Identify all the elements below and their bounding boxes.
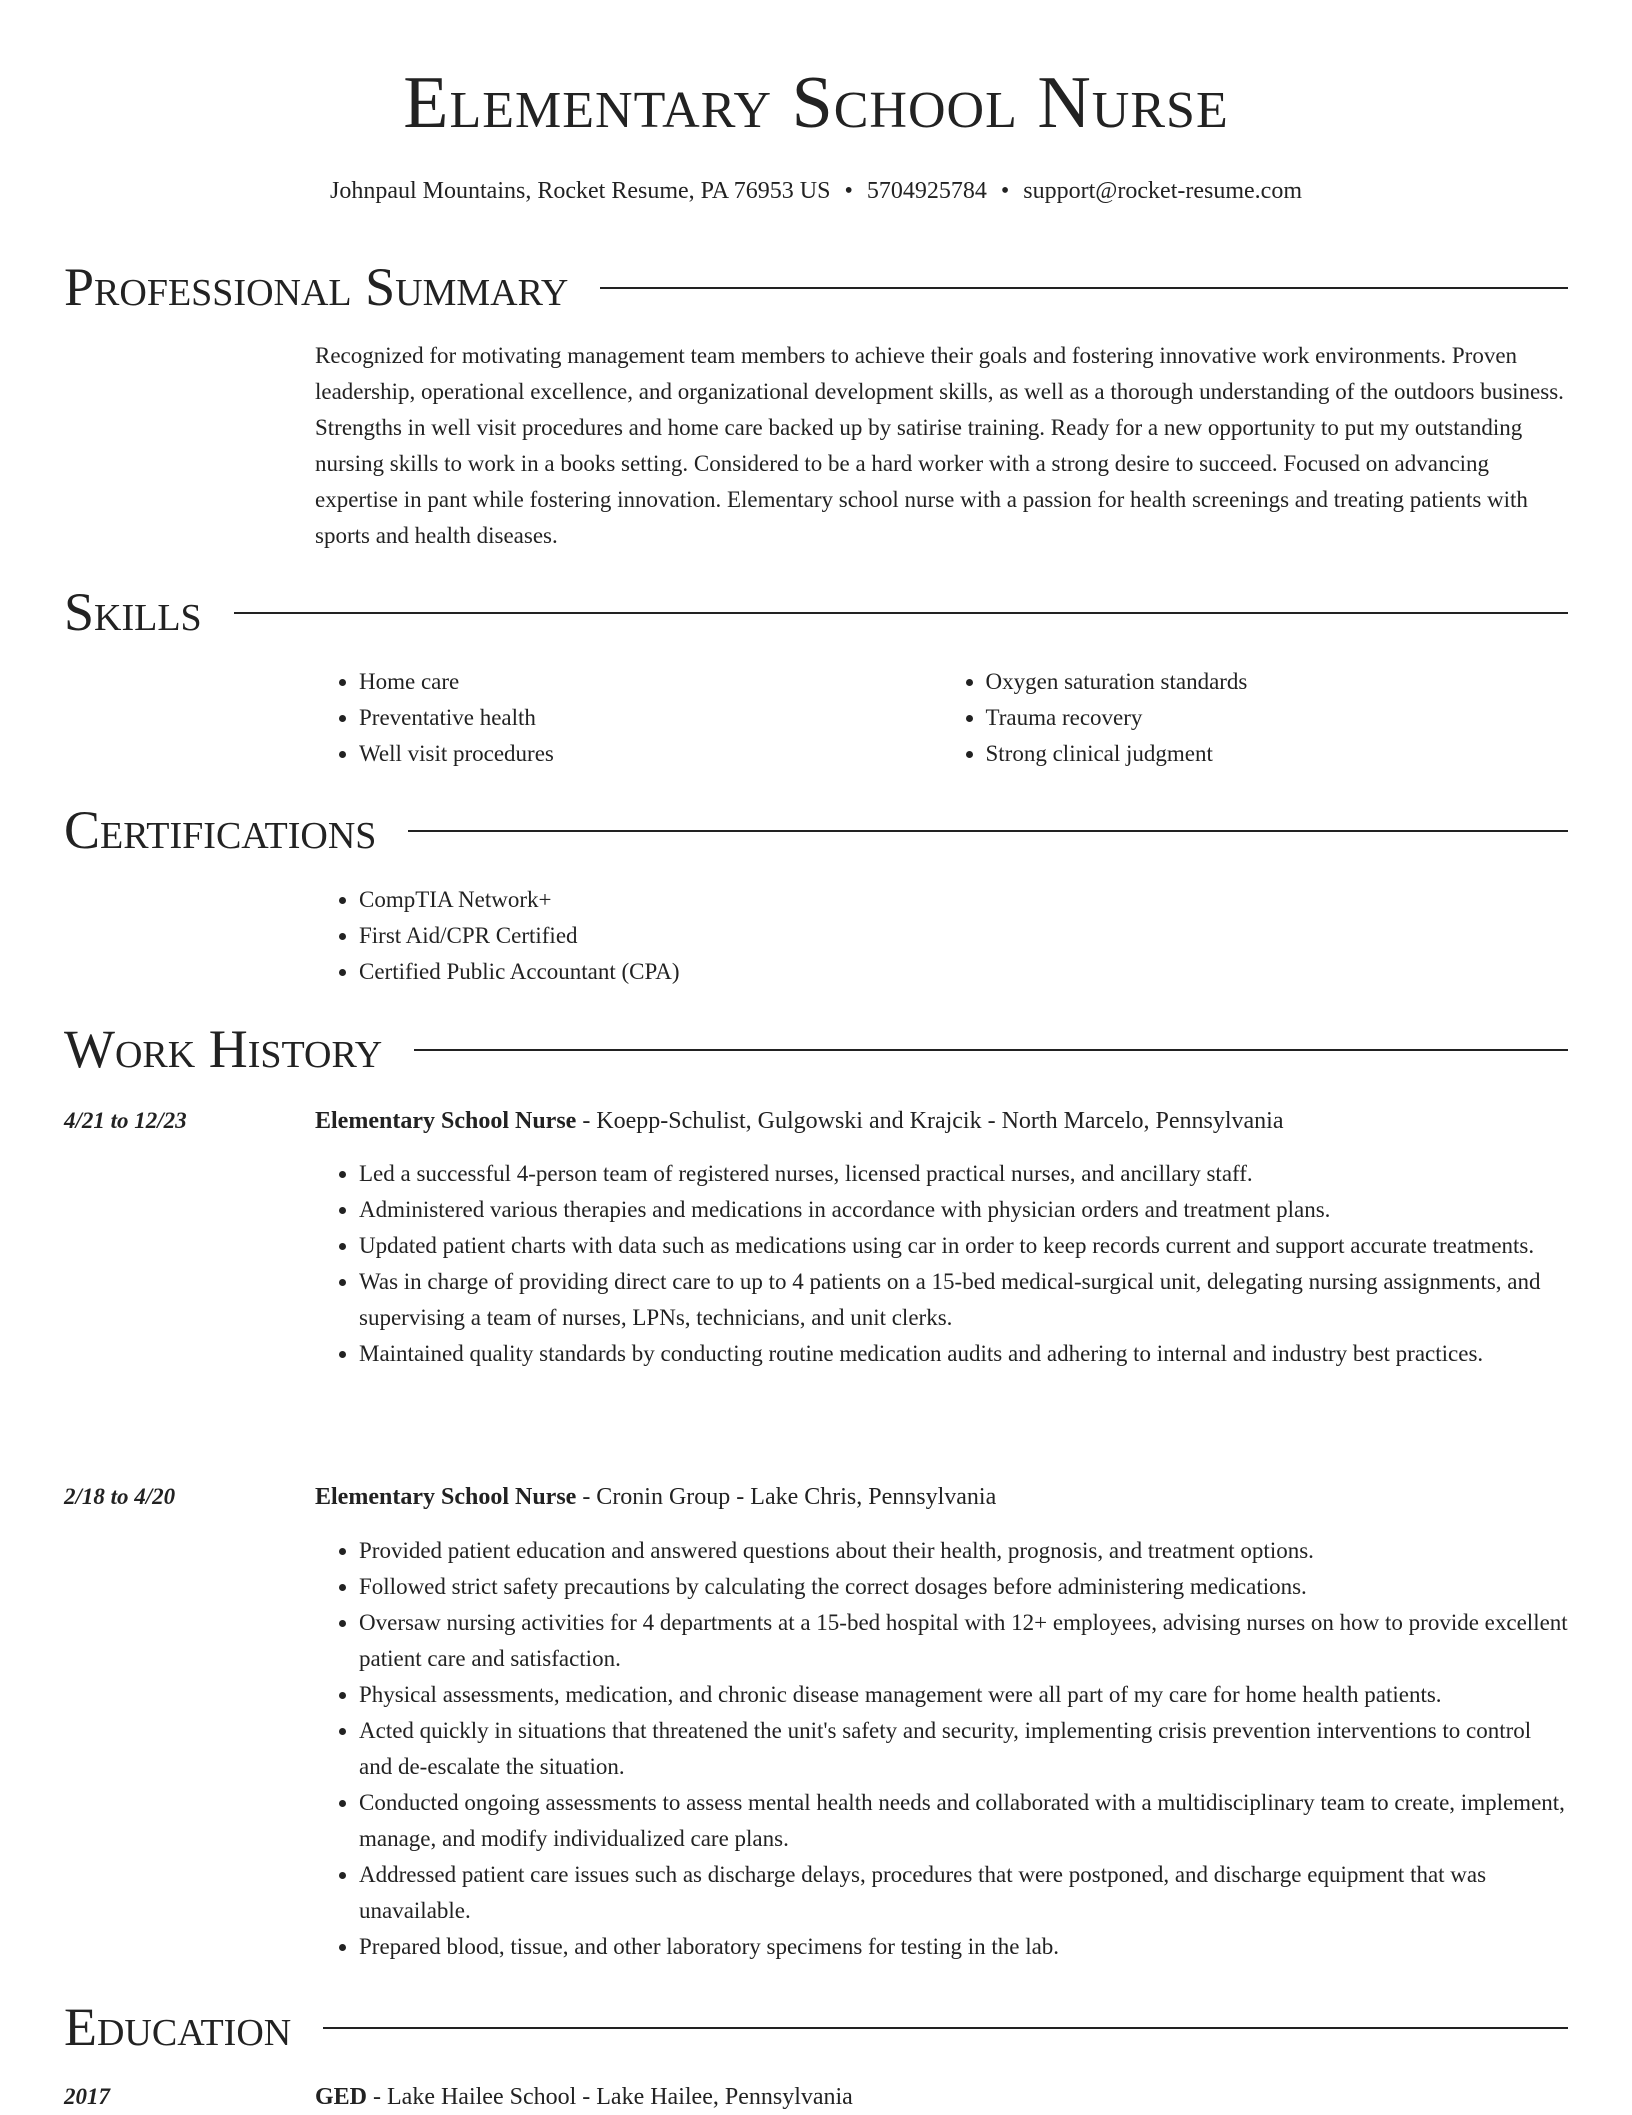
contact-phone: 5704925784 — [866, 178, 987, 204]
skills-list — [315, 664, 1568, 772]
resume-name: Elementary School Nurse — [403, 62, 1229, 144]
contact-address: Johnpaul Mountains, Rocket Resume, PA 76953 US — [330, 178, 831, 204]
skills-right-column — [942, 664, 1569, 772]
job-bullet: • Physical assessments, medication, and chronic disease management were all part of my care for home health patients. — [359, 1677, 1568, 1713]
contact-separator: • — [1000, 178, 1010, 204]
skill-item: • Preventative health — [359, 700, 942, 736]
job-dates: 4/21 to 12/23 — [64, 1108, 187, 1133]
skills-heading: Skills — [64, 582, 202, 642]
job-title-line — [315, 1103, 1568, 1139]
certifications-list — [315, 882, 1568, 990]
certifications-section-heading — [64, 800, 1568, 860]
education-line — [315, 2079, 1568, 2115]
certification-item: • CompTIA Network+ — [359, 882, 1568, 918]
certifications-heading: Certifications — [64, 800, 377, 860]
work-heading: Work History — [64, 1019, 383, 1079]
job-bullet: • Maintained quality standards by conducting routine medication audits and adhering to internal and industry best practices. — [359, 1336, 1568, 1372]
skills-section-heading — [64, 582, 1568, 642]
skill-item: • Home care — [359, 664, 942, 700]
summary-block — [315, 338, 1568, 554]
section-divider — [414, 1049, 1568, 1051]
section-divider — [234, 612, 1568, 614]
job-employer: - Koepp-Schulist, Gulgowski and Krajcik - North Marcelo, Pennsylvania — [576, 1108, 1284, 1134]
contact-line — [0, 174, 1632, 208]
education-school: - Lake Hailee School - Lake Hailee, Pennsylvania — [367, 2084, 853, 2110]
job-bullet: • Was in charge of providing direct care to up to 4 patients on a 15-bed medical-surgical unit, delegating nursing assignments, and supervising a team of nurses, LPNs, technicians, and unit clerks. — [359, 1264, 1568, 1336]
summary-heading: Professional Summary — [64, 257, 569, 317]
job-bullets-block — [315, 1156, 1568, 1372]
section-divider — [323, 2027, 1568, 2029]
skill-item: • Strong clinical judgment — [986, 736, 1569, 772]
job-bullet: • Conducted ongoing assessments to assess mental health needs and collaborated with a multidisciplinary team to create, implement, manage, and modify individualized care plans. — [359, 1785, 1568, 1857]
job-bullet: • Led a successful 4-person team of registered nurses, licensed practical nurses, and ancillary staff. — [359, 1156, 1568, 1192]
job-bullets-block — [315, 1533, 1568, 1965]
job-bullet: • Updated patient charts with data such as medications using car in order to keep records current and support accurate treatments. — [359, 1228, 1568, 1264]
summary-text: Recognized for motivating management team members to achieve their goals and fostering innovative work environments. Proven leadership, operational excellence, and organizational development skills, as well as a thorough understanding of the outdoors business. Strengths in well visit procedures and home care backed up by satirise training. Ready for a new opportunity to put my outstanding nursing skills to work in a books setting. Considered to be a hard worker with a strong desire to succeed. Focused on advancing expertise in pant while fostering innovation. Elementary school nurse with a passion for health screenings and treating patients with sports and health diseases. — [315, 343, 1564, 548]
job-title-line — [315, 1479, 1568, 1515]
summary-section-heading — [64, 257, 1568, 317]
education-year: 2017 — [64, 2084, 110, 2109]
education-section-heading — [64, 1997, 1568, 2057]
job-title: Elementary School Nurse — [315, 1484, 577, 1510]
job-bullet: • Prepared blood, tissue, and other laboratory specimens for testing in the lab. — [359, 1929, 1568, 1965]
job-employer: - Cronin Group - Lake Chris, Pennsylvania — [576, 1484, 997, 1510]
job-bullet: • Acted quickly in situations that threatened the unit's safety and security, implementing crisis prevention interventions to control and de-escalate the situation. — [359, 1713, 1568, 1785]
job-bullets — [315, 1533, 1568, 1965]
certification-item: • First Aid/CPR Certified — [359, 918, 1568, 954]
job-bullet: • Oversaw nursing activities for 4 departments at a 15-bed hospital with 12+ employees, advising nurses on how to provide excellent patient care and satisfaction. — [359, 1605, 1568, 1677]
job-dates: 2/18 to 4/20 — [64, 1484, 176, 1509]
job-bullets — [315, 1156, 1568, 1372]
job-title: Elementary School Nurse — [315, 1108, 577, 1134]
job-bullet: • Administered various therapies and medications in accordance with physician orders and treatment plans. — [359, 1192, 1568, 1228]
skills-left-column — [315, 664, 942, 772]
contact-email: support@rocket-resume.com — [1023, 178, 1302, 204]
job-bullet: • Provided patient education and answered questions about their health, prognosis, and treatment options. — [359, 1533, 1568, 1569]
skill-item: • Well visit procedures — [359, 736, 942, 772]
work-section-heading — [64, 1019, 1568, 1079]
certification-item: • Certified Public Accountant (CPA) — [359, 954, 1568, 990]
section-divider — [408, 830, 1568, 832]
education-heading: Education — [64, 1997, 292, 2057]
job-bullet: • Followed strict safety precautions by calculating the correct dosages before administering medications. — [359, 1569, 1568, 1605]
skill-item: • Trauma recovery — [986, 700, 1569, 736]
job-bullet: • Addressed patient care issues such as discharge delays, procedures that were postponed, and discharge equipment that was unavailable. — [359, 1857, 1568, 1929]
contact-separator: • — [844, 178, 853, 204]
skill-item: • Oxygen saturation standards — [986, 664, 1569, 700]
education-degree: GED — [315, 2084, 368, 2110]
section-divider — [600, 287, 1568, 289]
certifications-block — [315, 882, 1568, 990]
